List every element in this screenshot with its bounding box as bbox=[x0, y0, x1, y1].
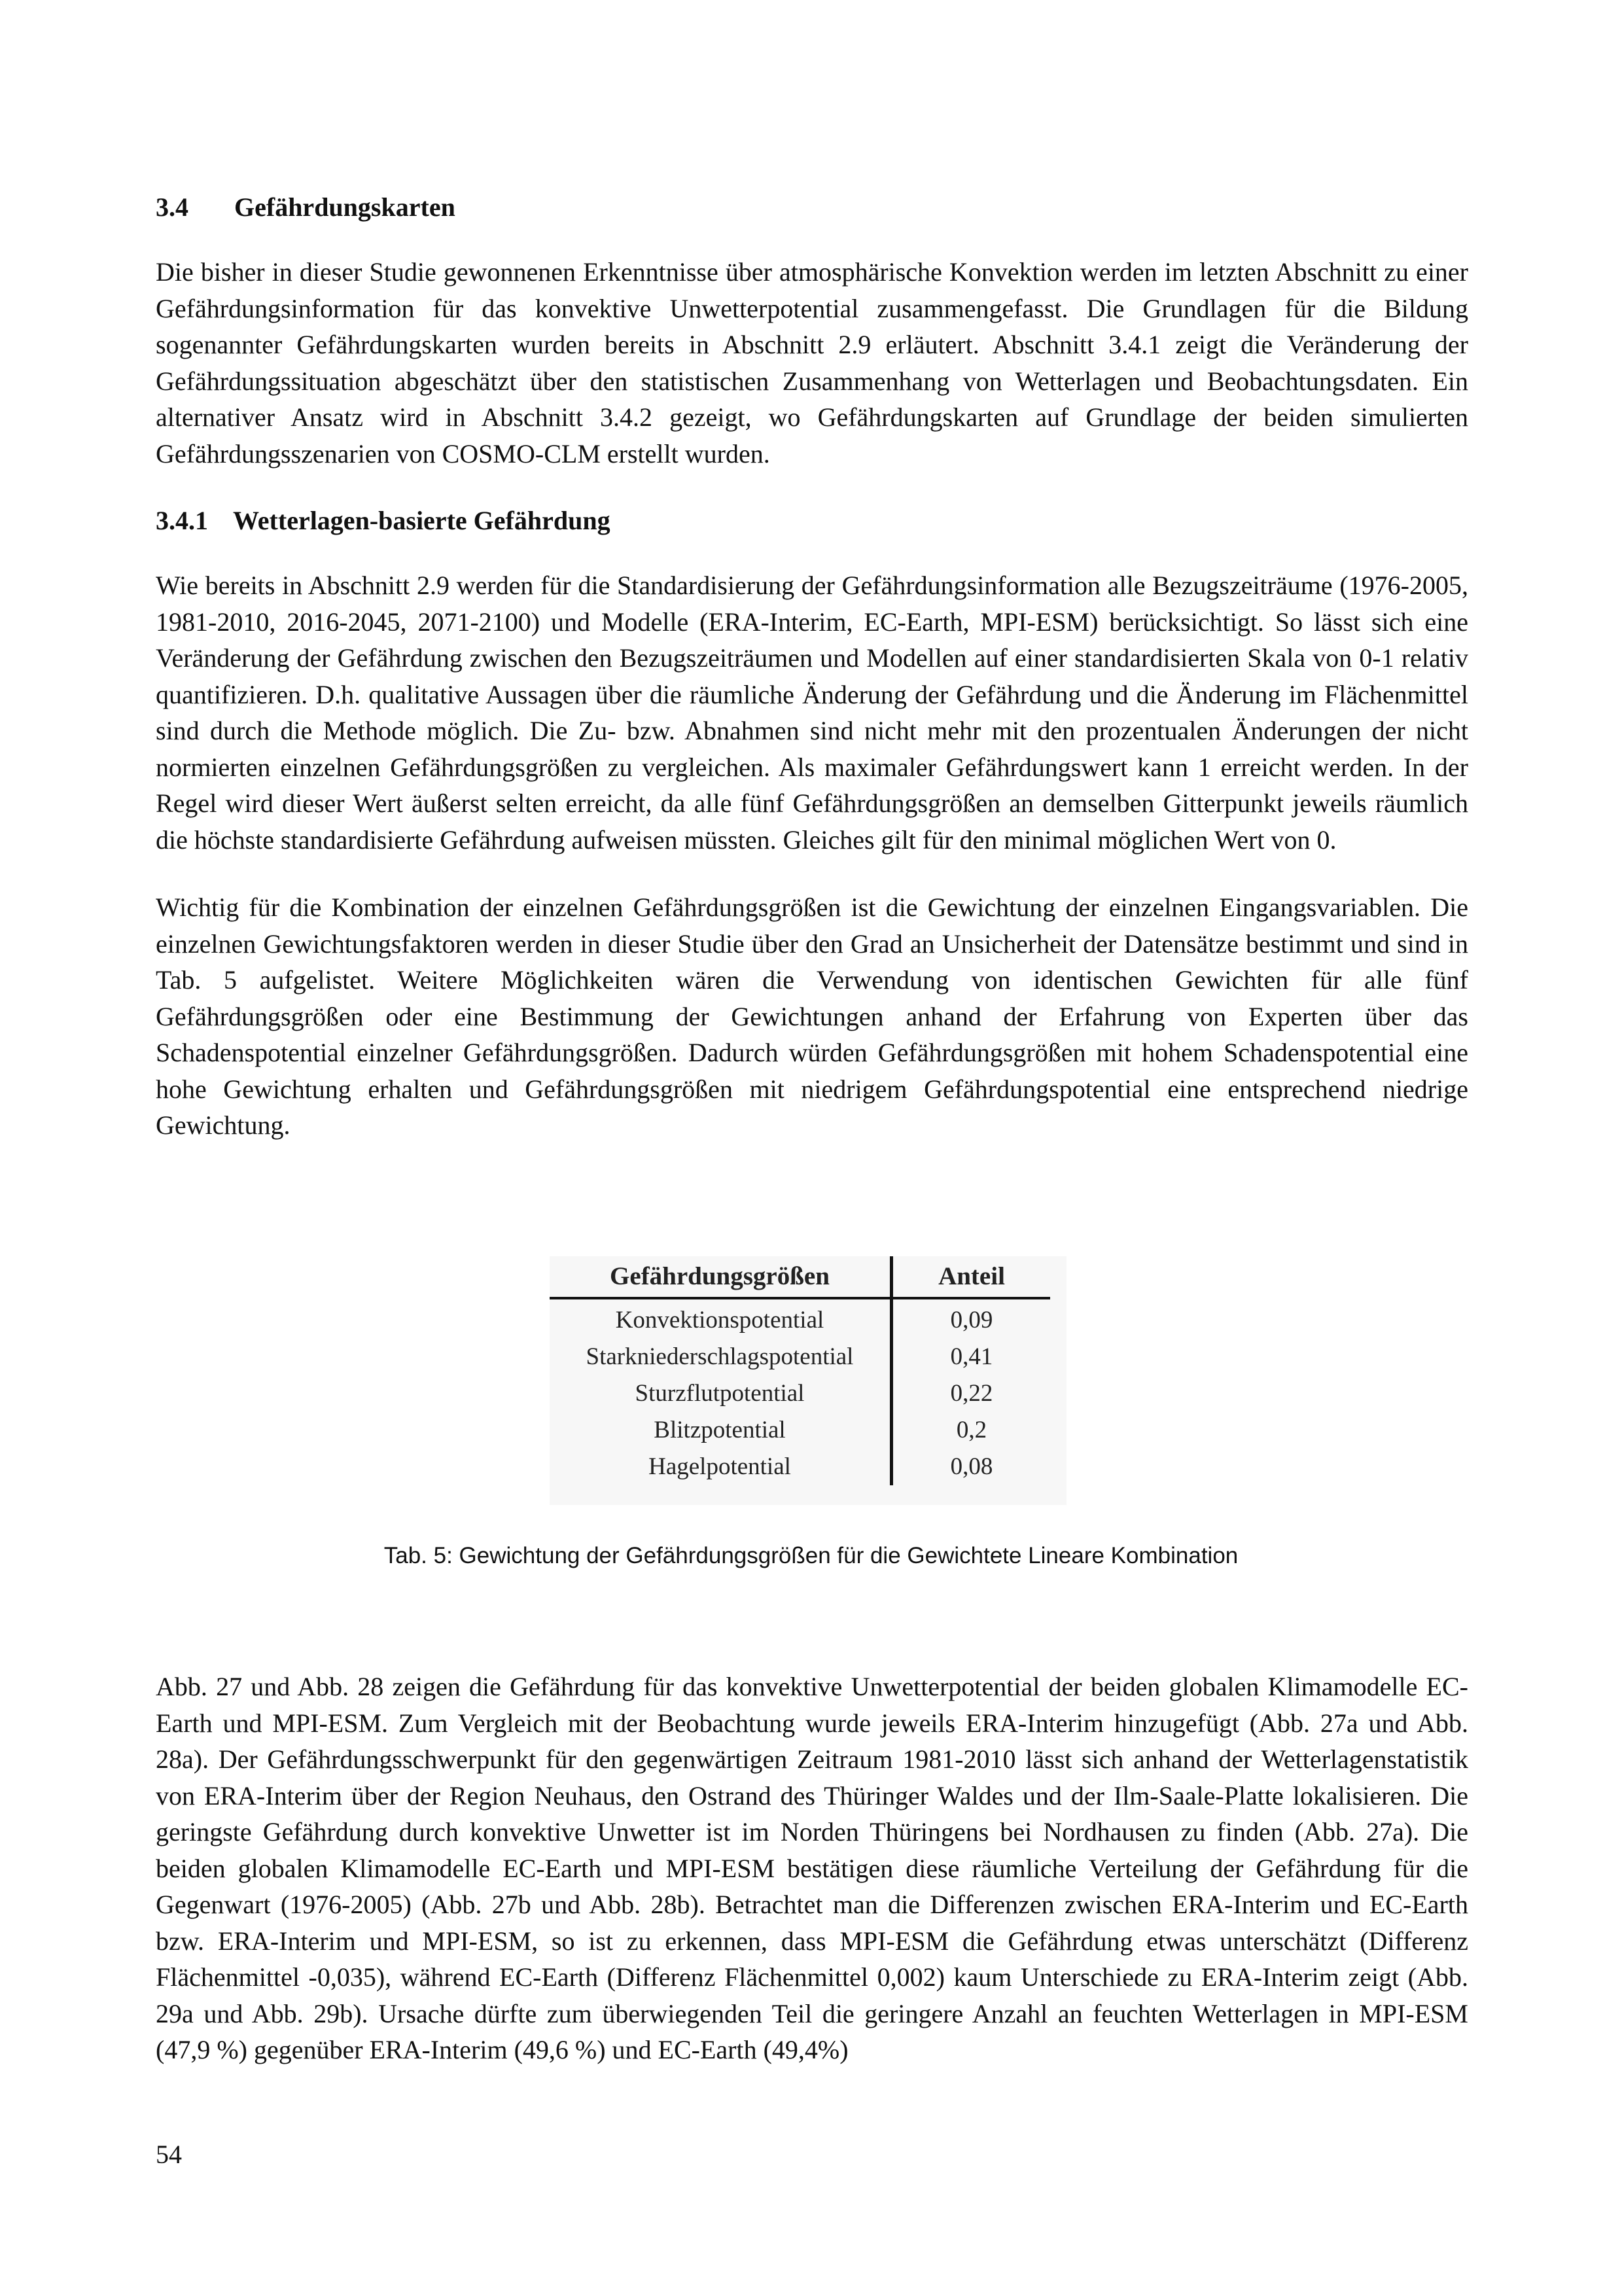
table-row bbox=[550, 1412, 1050, 1449]
table-cell-variable: Hagelpotential bbox=[550, 1449, 892, 1485]
table-header-cell: Anteil bbox=[892, 1256, 1051, 1298]
body-paragraph-3: Abb. 27 und Abb. 28 zeigen die Gefährdung für das konvektive Unwetterpotential der beiden globalen Klimamodelle EC-Earth und MPI-ESM. Zum Vergleich mit der Beobachtung wurde jeweils ERA-Interim hinzugefügt (Abb. 27a und Abb. 28a). Der Gefährdungsschwerpunkt für den gegenwärtigen Zeitraum 1981-2010 lässt sich anhand der Wetterlagenstatistik von ERA-Interim über der Region Neuhaus, den Ostrand des Thüringer Waldes und der Ilm-Saale-Platte lokalisieren. Die geringste Gefährdung durch konvektive Unwetter ist im Norden Thüringens bei Nordhausen zu finden (Abb. 27a). Die beiden globalen Klimamodelle EC-Earth und MPI-ESM bestätigen diese räumliche Verteilung der Gefährdung für die Gegenwart (1976-2005) (Abb. 27b und Abb. 28b). Betrachtet man die Differenzen zwischen ERA-Interim und EC-Earth bzw. ERA-Interim und MPI-ESM, so ist zu erkennen, dass MPI-ESM die Gefährdung etwas unterschätzt (Differenz Flächenmittel -0,035), während EC-Earth (Differenz Flächenmittel 0,002) kaum Unterschiede zu ERA-Interim zeigt (Abb. 29a und Abb. 29b). Ursache dürfte zum überwiegenden Teil die geringere Anzahl an feuchten Wetterlagen in MPI-ESM (47,9 %) gegenüber ERA-Interim (49,6 %) und EC-Earth (49,4%) bbox=[156, 1672, 1468, 2064]
section-intro-paragraph: Die bisher in dieser Studie gewonnenen Erkenntnisse über atmosphärische Konvektion werden im letzten Abschnitt zu einer Gefährdungsinformation für das konvektive Unwetterpotential zusammengefasst. Die Grundlagen für die Bildung sogenannter Gefährdungskarten wurden bereits in Abschnitt 2.9 erläutert. Abschnitt 3.4.1 zeigt die Veränderung der Gefährdungssituation abgeschätzt über den statistischen Zusammenhang von Wetterlagen und Beobachtungsdaten. Ein alternativer Ansatz wird in Abschnitt 3.4.2 gezeigt, wo Gefährdungskarten auf Grundlage der beiden simulierten Gefährdungsszenarien von COSMO-CLM erstellt wurden. bbox=[156, 257, 1468, 468]
table-cell-share: 0,08 bbox=[950, 1453, 993, 1480]
table-cell-variable: Blitzpotential bbox=[550, 1412, 892, 1449]
subsection-heading bbox=[156, 504, 1468, 537]
body-paragraph-2: Wichtig für die Kombination der einzelnen Gefährdungsgrößen ist die Gewichtung der einzelnen Eingangsvariablen. Die einzelnen Gewichtungsfaktoren werden in dieser Studie über den Grad an Unsicherheit der Datensätze bestimmt und sind in Tab. 5 aufgelistet. Weitere Möglichkeiten wären die Verwendung von identischen Gewichten für alle fünf Gefährdungsgrößen oder eine Bestimmung der Gewichtungen anhand der Erfahrung von Experten über das Schadenspotential einzelner Gefährdungsgrößen. Dadurch würden Gefährdungsgrößen mit hohem Schadenspotential eine hohe Gewichtung erhalten und Gefährdungsgrößen mit niedrigem Gefährdungspotential eine entsprechend niedrige Gewichtung. bbox=[156, 892, 1468, 1140]
table-row bbox=[550, 1339, 1050, 1375]
body-paragraph-1: Wie bereits in Abschnitt 2.9 werden für die Standardisierung der Gefährdungsinformation alle Bezugszeiträume (1976-2005, 1981-2010, 2016-2045, 2071-2100) und Modelle (ERA-Interim, EC-Earth, MPI-ESM) berücksichtigt. So lässt sich eine Veränderung der Gefährdung zwischen den Bezugszeiträumen und Modellen auf einer standardisierten Skala von 0-1 relativ quantifizieren. D.h. qualitative Aussagen über die räumliche Änderung der Gefährdung und die Änderung im Flächenmittel sind durch die Methode möglich. Die Zu- bzw. Abnahmen sind nicht mehr mit den prozentualen Änderungen der nicht normierten einzelnen Gefährdungsgrößen zu vergleichen. Als maximaler Gefährdungswert kann 1 erreicht werden. In der Regel wird dieser Wert äußerst selten erreicht, da alle fünf Gefährdungsgrößen an demselben Gitterpunkt jeweils räumlich die höchste standardisierte Gefährdung aufweisen müssten. Gleiches gilt für den minimal möglichen Wert von 0. bbox=[156, 571, 1468, 855]
table-header-cell: Gefährdungsgrößen bbox=[550, 1256, 892, 1298]
table-cell-share: 0,09 bbox=[950, 1307, 993, 1333]
lower-content bbox=[156, 1669, 1468, 2068]
subsection-number: 3.4.1 bbox=[156, 506, 208, 535]
section-title: Gefährdungskarten bbox=[234, 192, 455, 222]
table-cell-variable: Starkniederschlagspotential bbox=[550, 1339, 892, 1375]
subsection-title: Wetterlagen-basierte Gefährdung bbox=[233, 506, 610, 535]
weights-table-figure bbox=[550, 1256, 1067, 1505]
table-cell-variable: Konvektionspotential bbox=[550, 1298, 892, 1339]
section-number: 3.4 bbox=[156, 192, 188, 222]
table-cell-share: 0,2 bbox=[956, 1417, 987, 1443]
table-header-row bbox=[550, 1256, 1050, 1298]
main-content bbox=[156, 191, 1468, 1144]
table-row bbox=[550, 1449, 1050, 1485]
table-row bbox=[550, 1298, 1050, 1339]
weights-table bbox=[550, 1256, 1050, 1485]
table-row bbox=[550, 1375, 1050, 1412]
table-caption: Tab. 5: Gewichtung der Gefährdungsgrößen für die Gewichtete Lineare Kombination bbox=[383, 1543, 1239, 1568]
section-heading bbox=[156, 191, 1468, 224]
table-cell-share: 0,22 bbox=[950, 1380, 993, 1407]
table-cell-share: 0,41 bbox=[950, 1343, 993, 1370]
table-cell-variable: Sturzflutpotential bbox=[550, 1375, 892, 1412]
page-number: 54 bbox=[156, 2140, 182, 2169]
